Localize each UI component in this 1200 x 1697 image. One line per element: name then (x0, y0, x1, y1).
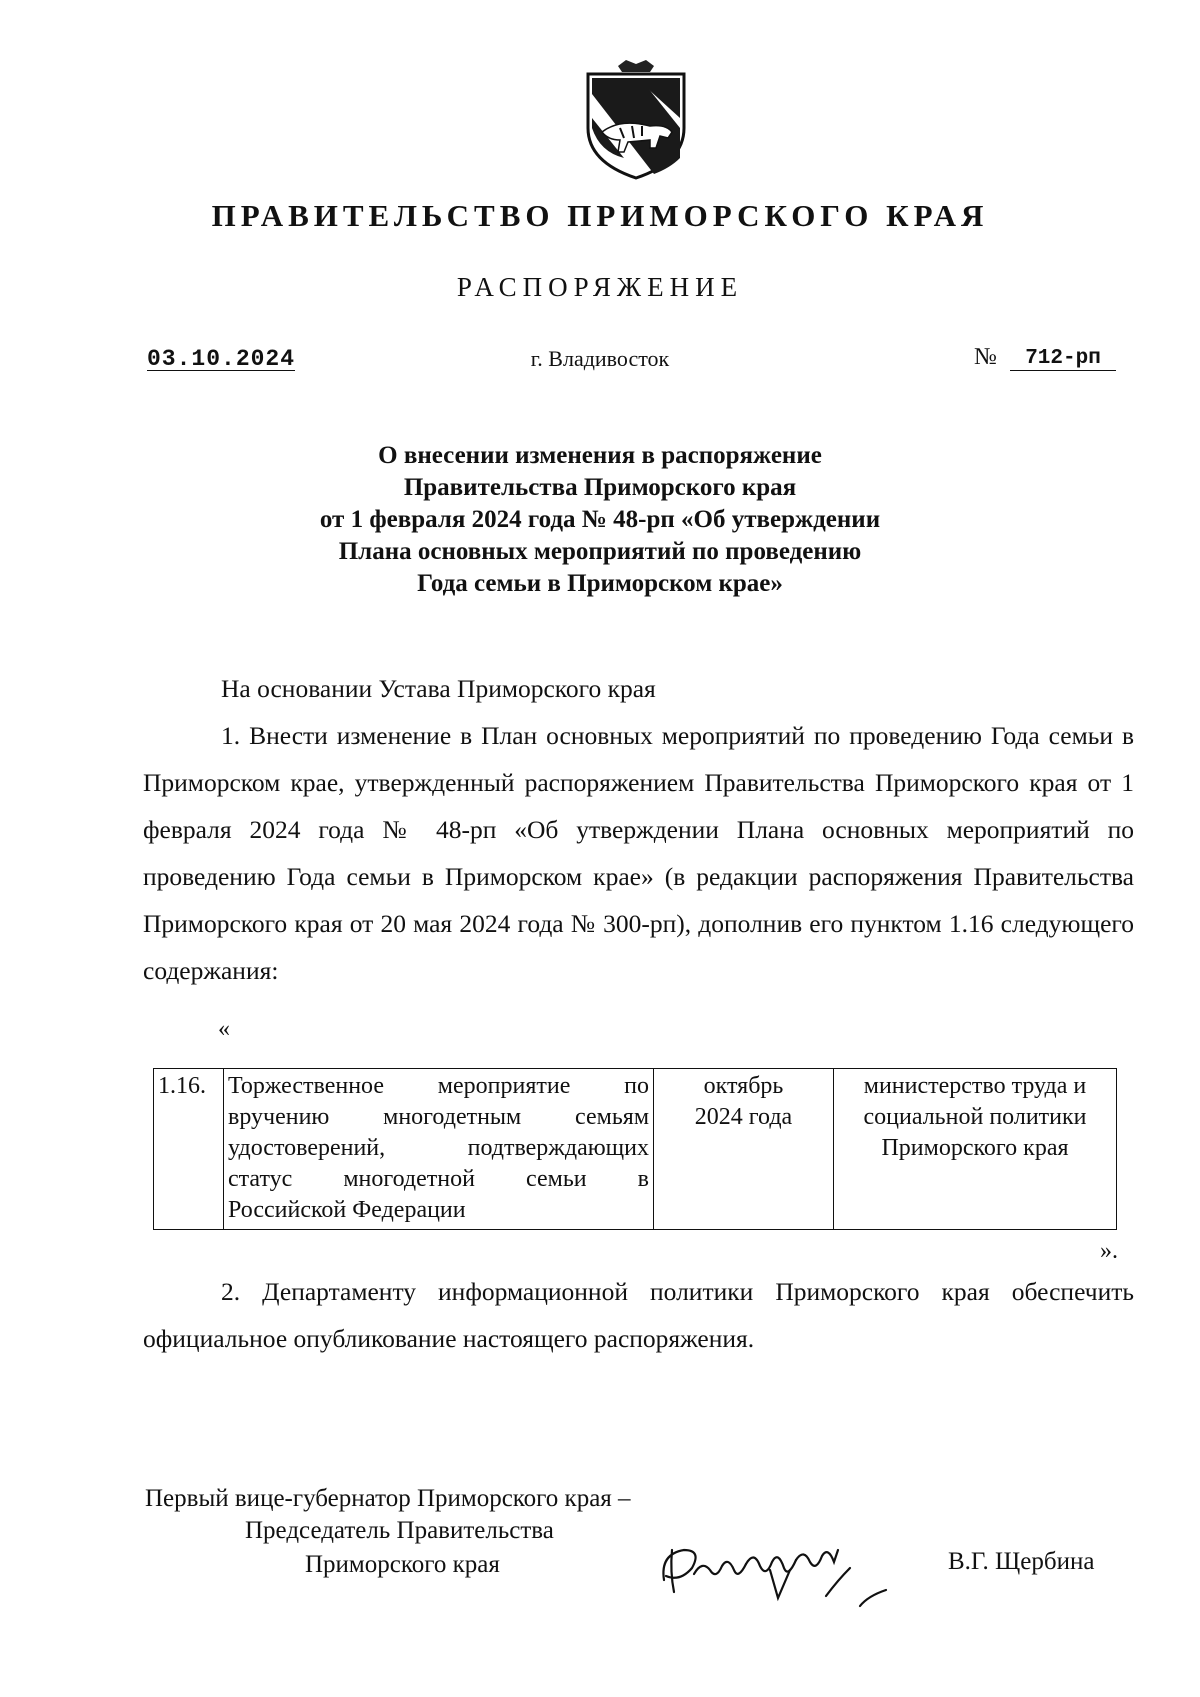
date-line: 2024 года (694, 1104, 793, 1130)
title-line: Правительства Приморского края (403, 474, 797, 501)
signatory-position-line: Первый вице-губернатор Приморского края – (145, 1485, 631, 1512)
responsible-line: министерство труда и (863, 1073, 1087, 1099)
date-line: октябрь (703, 1073, 784, 1099)
item-2-paragraph: 2. Департаменту информационной политики Приморского края обеспечить официальное опубликование настоящего распоряжения. (143, 1277, 1134, 1353)
date-cell (654, 1069, 834, 1230)
event-line: Российской Федерации (228, 1197, 466, 1223)
document-number: 712-рп (1010, 348, 1116, 371)
table-row (154, 1069, 1117, 1230)
basis-paragraph: На основании Устава Приморского края (221, 674, 656, 703)
document-title (200, 440, 1000, 600)
signatory-position-line: Председатель Правительства (245, 1517, 554, 1544)
responsible-line: социальной политики (863, 1104, 1087, 1130)
event-cell (224, 1069, 654, 1230)
title-line: Плана основных мероприятий по проведению (338, 538, 862, 565)
row-number-cell: 1.16. (154, 1069, 224, 1230)
quote-open: « (218, 1016, 230, 1042)
item-1-paragraph: 1. Внести изменение в План основных мероприятий по проведению Года семьи в Приморском крае, утвержденный распоряжением Правительства Приморского края от 1 февраля 2024 года № 48-рп «Об утверждении Плана основных мероприятий по проведению Года семьи в Приморском крае» (в редакции распоряжения Правительства Приморского края от 20 мая 2024 года № 300-рп), дополнив его пунктом 1.16 следующего содержания: (143, 721, 1134, 985)
document-date: 03.10.2024 (147, 346, 296, 372)
signatory-name: В.Г. Щербина (948, 1548, 1095, 1575)
event-line: вручению многодетным семьям (228, 1104, 649, 1130)
title-line: Года семьи в Приморском крае» (417, 570, 783, 597)
inserted-plan-row-table (153, 1068, 1117, 1230)
title-line: от 1 февраля 2024 года № 48-рп «Об утверждении (319, 506, 881, 533)
responsible-line: Приморского края (881, 1135, 1069, 1161)
signatory-position-line: Приморского края (305, 1551, 500, 1578)
issuing-authority: ПРАВИТЕЛЬСТВО ПРИМОРСКОГО КРАЯ (211, 198, 989, 233)
event-line: Торжественное мероприятие по (228, 1073, 649, 1099)
responsible-cell (834, 1069, 1117, 1230)
coat-of-arms-icon (580, 58, 692, 182)
event-line: удостоверений, подтверждающих (228, 1135, 649, 1161)
title-line: О внесении изменения в распоряжение (378, 442, 822, 469)
number-label: № (974, 344, 997, 370)
document-city: г. Владивосток (530, 346, 670, 371)
event-line: статус многодетной семьи в (228, 1166, 649, 1192)
document-type: РАСПОРЯЖЕНИЕ (456, 272, 744, 302)
quote-close: ». (1100, 1238, 1118, 1264)
handwritten-signature-icon (650, 1510, 930, 1640)
